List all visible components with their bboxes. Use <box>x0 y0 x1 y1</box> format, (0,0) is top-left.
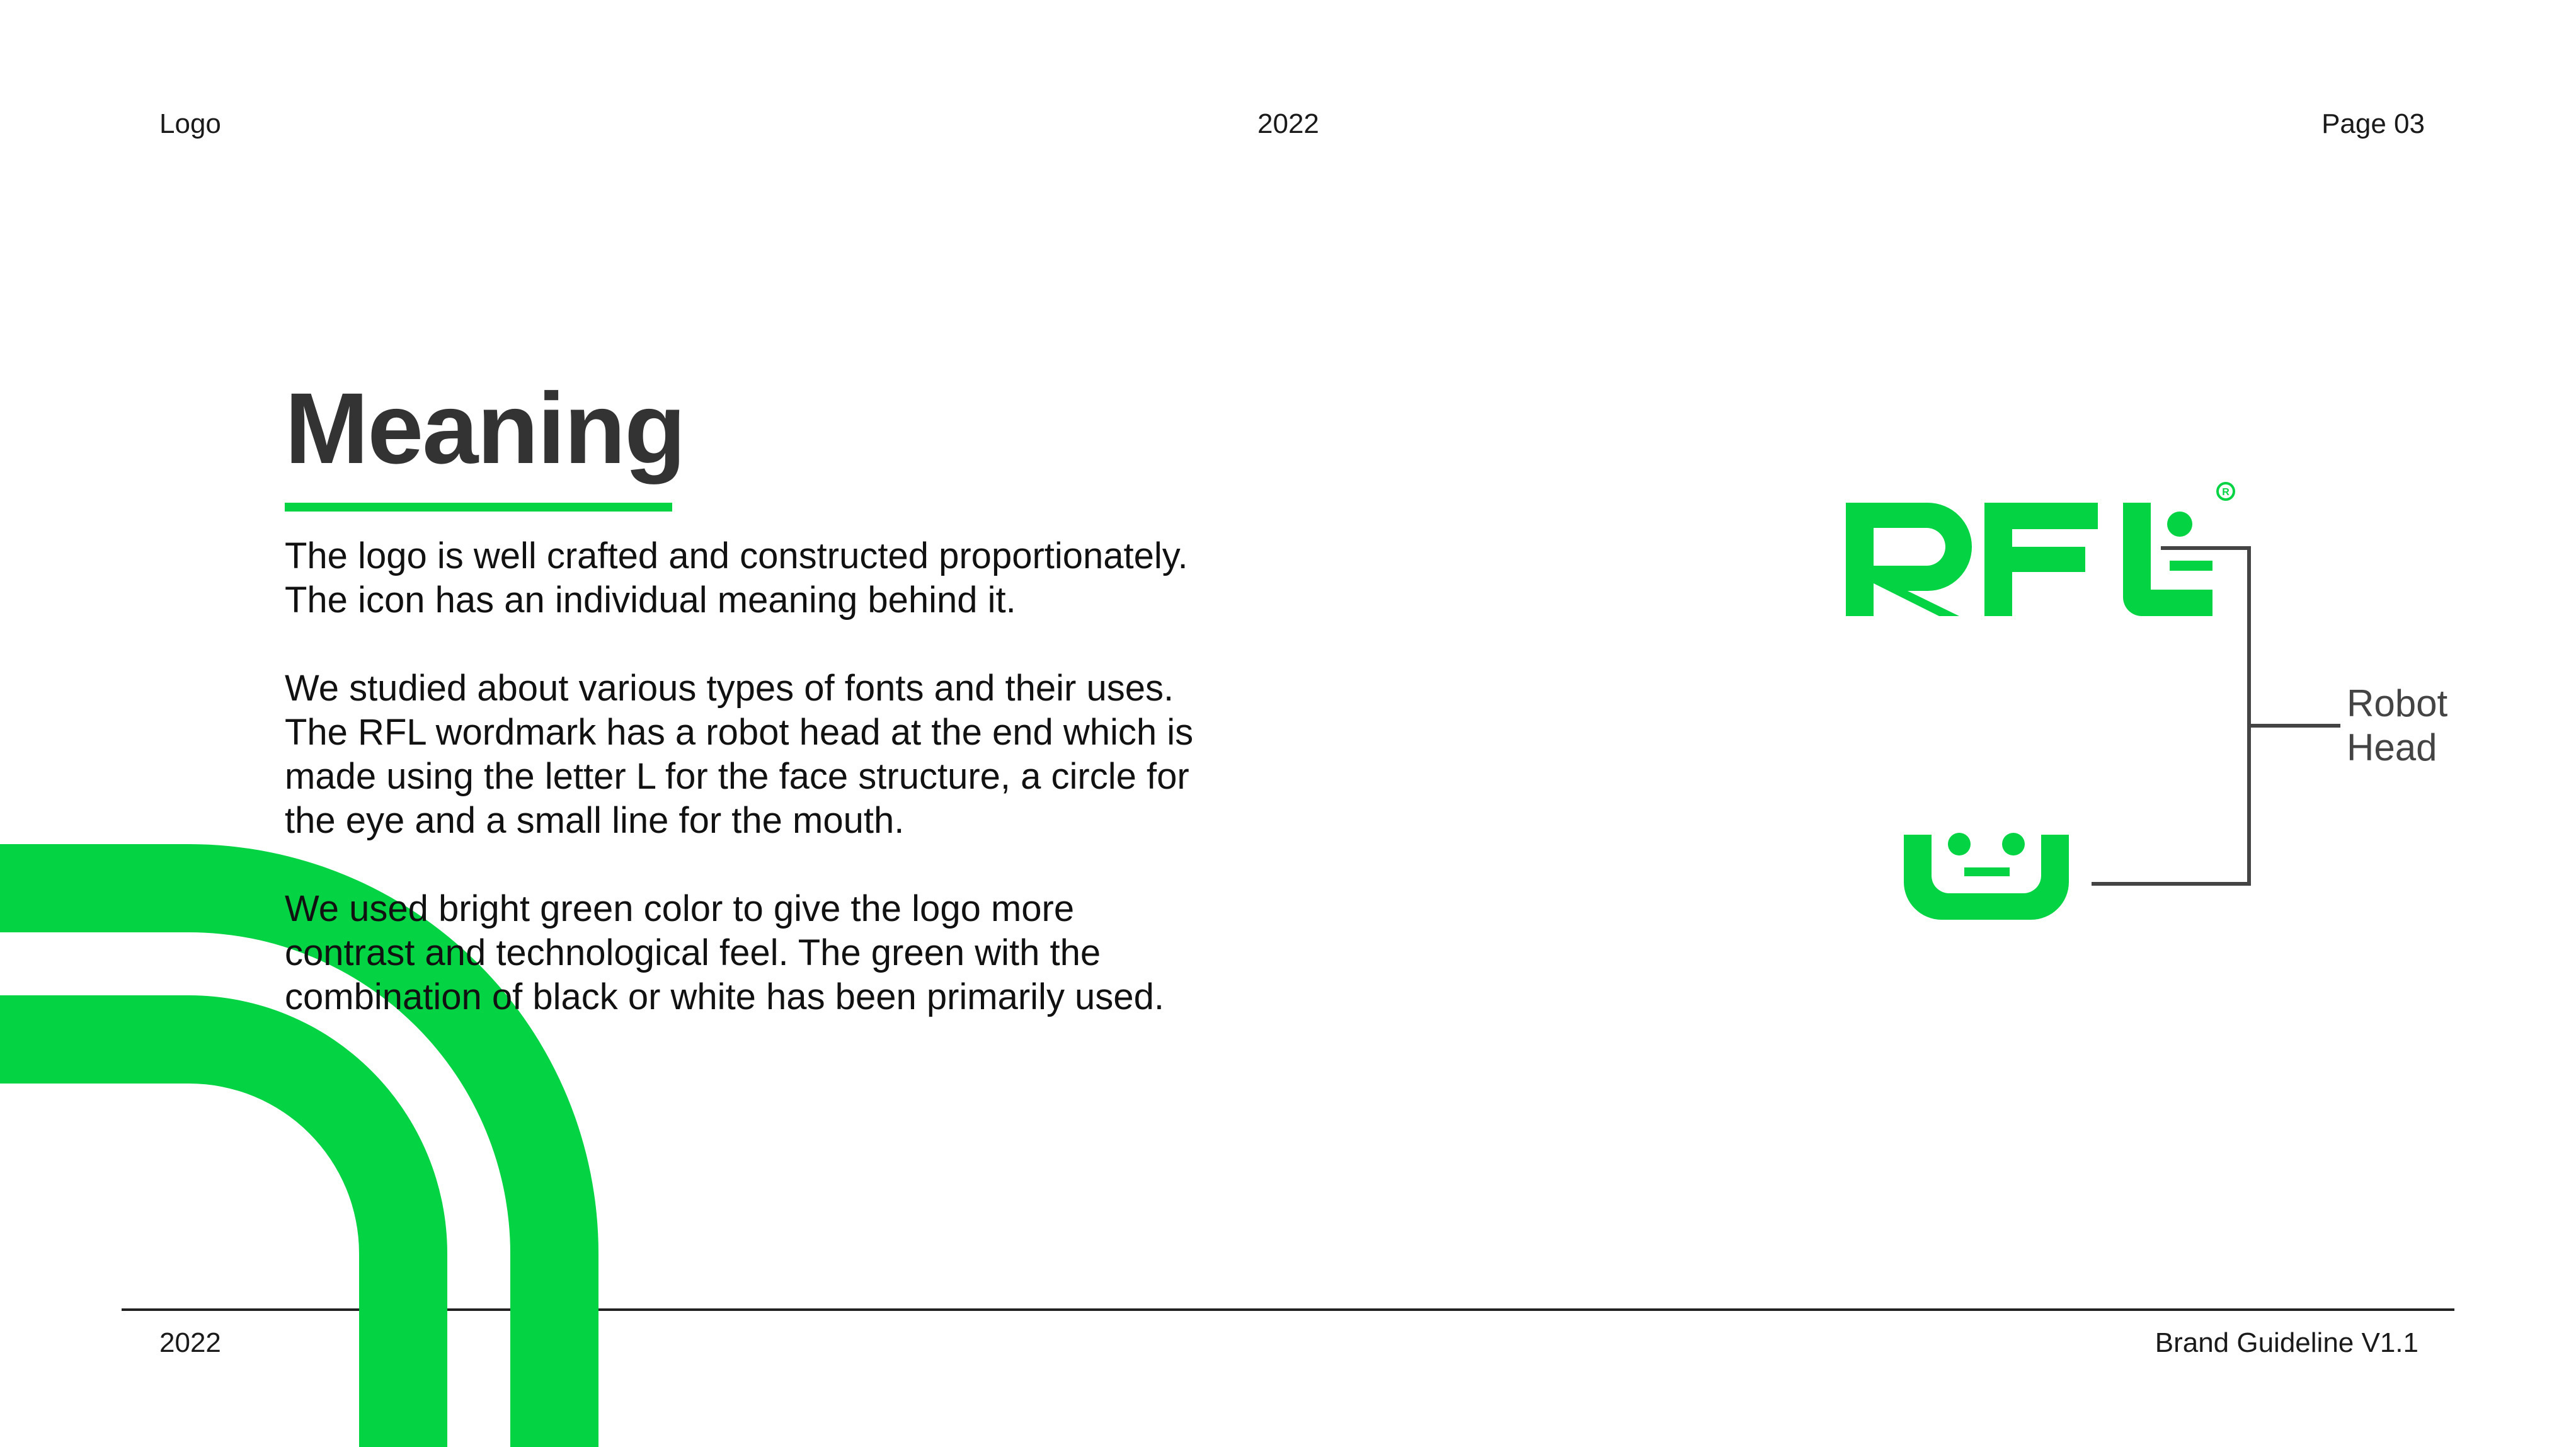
letter-l-robot <box>2123 503 2212 616</box>
page-title: Meaning <box>285 372 685 484</box>
robot-mouth <box>1964 867 2010 876</box>
rfl-wordmark <box>1846 503 2212 616</box>
robot-eye-right <box>2002 833 2025 855</box>
robot-head-label-line2: Head <box>2347 726 2437 769</box>
robot-head-label <box>2347 682 2447 770</box>
footer-document-name: Brand Guideline V1.1 <box>2155 1327 2419 1358</box>
header-section-label: Logo <box>159 108 221 139</box>
robot-face-outline <box>1904 835 2069 920</box>
wordmark-eye <box>2167 512 2192 537</box>
letter-r <box>1846 503 1972 616</box>
robot-head-icon <box>1904 833 2069 920</box>
footer-year: 2022 <box>159 1327 221 1358</box>
paragraph-wordmark: We studied about various types of fonts and their uses. The RFL wordmark has a robot head at the end which is made using the letter L for the face structure, a circle for the eye and a small line for the mouth. <box>285 668 1194 841</box>
header-year: 2022 <box>1257 108 1319 139</box>
registered-icon <box>2218 483 2234 500</box>
inner-arc-stripe <box>0 995 447 1447</box>
header-page-number: Page 03 <box>2321 108 2425 139</box>
wordmark-mouth <box>2170 561 2212 571</box>
paragraph-color: We used bright green color to give the logo more contrast and technological feel. The green with the combination of black or white has been primarily used. <box>285 888 1164 1017</box>
svg-text:R: R <box>2222 487 2230 498</box>
title-underline <box>285 503 672 512</box>
robot-eye-left <box>1948 833 1971 855</box>
letter-f <box>1984 503 2098 616</box>
robot-head-label-line1: Robot <box>2347 682 2448 724</box>
meaning-section <box>285 372 1387 1019</box>
paragraph-construction: The logo is well crafted and constructed proportionately. The icon has an individual meaning behind it. <box>285 535 1188 621</box>
